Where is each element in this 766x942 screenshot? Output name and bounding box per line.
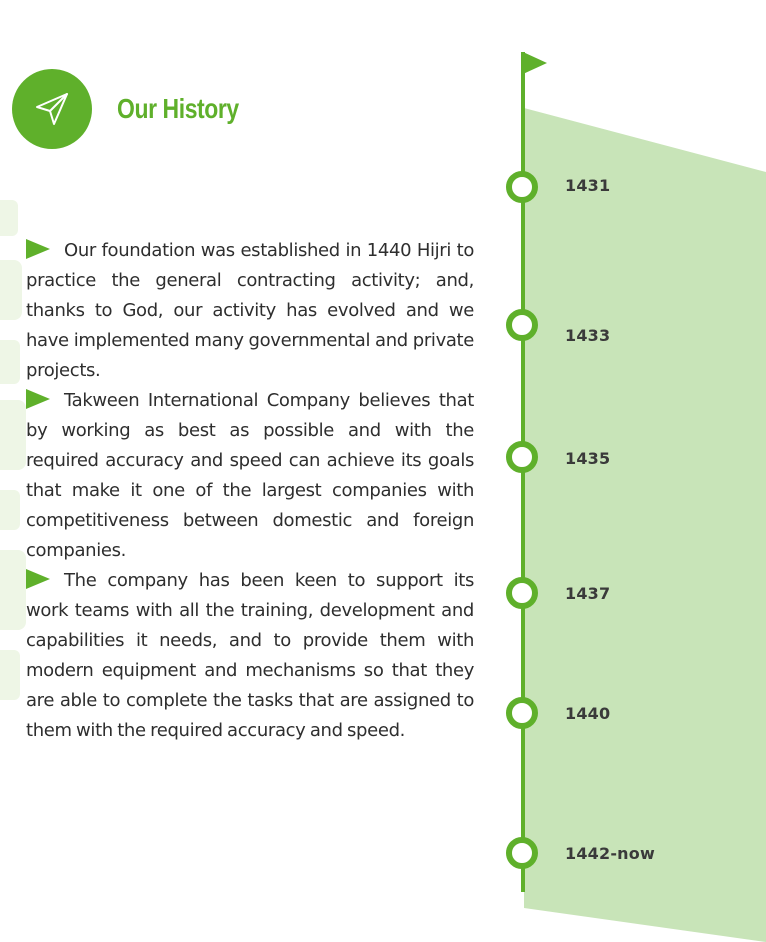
paragraph-2-text: Takween International Company believes that by working as best as possible and with the required accuracy and speed can achieve its goals that make it one of the largest companies with competitiveness between domestic and foreign companies. bbox=[26, 390, 474, 561]
timeline-node-1431 bbox=[506, 171, 538, 203]
timeline-year-1437: 1437 bbox=[565, 584, 611, 603]
timeline-node-1442-now bbox=[506, 837, 538, 869]
arrow-bullet-icon bbox=[26, 239, 50, 259]
paper-plane-icon bbox=[32, 89, 72, 129]
history-text bbox=[26, 236, 474, 746]
arrow-bullet-icon bbox=[26, 389, 50, 409]
header-badge bbox=[12, 69, 92, 149]
paragraph-1-text: Our foundation was established in 1440 Hijri to practice the general contracting activity; and, thanks to God, our activity has evolved and we have implemented many governmental and private projects. bbox=[26, 240, 474, 381]
timeline-node-1440 bbox=[506, 697, 538, 729]
timeline-year-1433: 1433 bbox=[565, 326, 611, 345]
timeline-node-1437 bbox=[506, 577, 538, 609]
paragraph-3 bbox=[26, 566, 474, 746]
arrow-bullet-icon bbox=[26, 569, 50, 589]
paragraph-1 bbox=[26, 236, 474, 386]
timeline-node-1435 bbox=[506, 441, 538, 473]
paragraph-3-text: The company has been keen to support its work teams with all the training, development and capabilities it needs, and to provide them with modern equipment and mechanisms so that they are able to complete the tasks that are assigned to them with the required accuracy and speed. bbox=[26, 570, 474, 741]
timeline-node-1433 bbox=[506, 309, 538, 341]
timeline-year-1442-now: 1442-now bbox=[565, 844, 655, 863]
flag-icon bbox=[521, 50, 551, 80]
timeline-year-1431: 1431 bbox=[565, 176, 611, 195]
page-title: Our History bbox=[117, 93, 239, 124]
timeline-year-1440: 1440 bbox=[565, 704, 611, 723]
timeline-year-1435: 1435 bbox=[565, 449, 611, 468]
paragraph-2 bbox=[26, 386, 474, 566]
